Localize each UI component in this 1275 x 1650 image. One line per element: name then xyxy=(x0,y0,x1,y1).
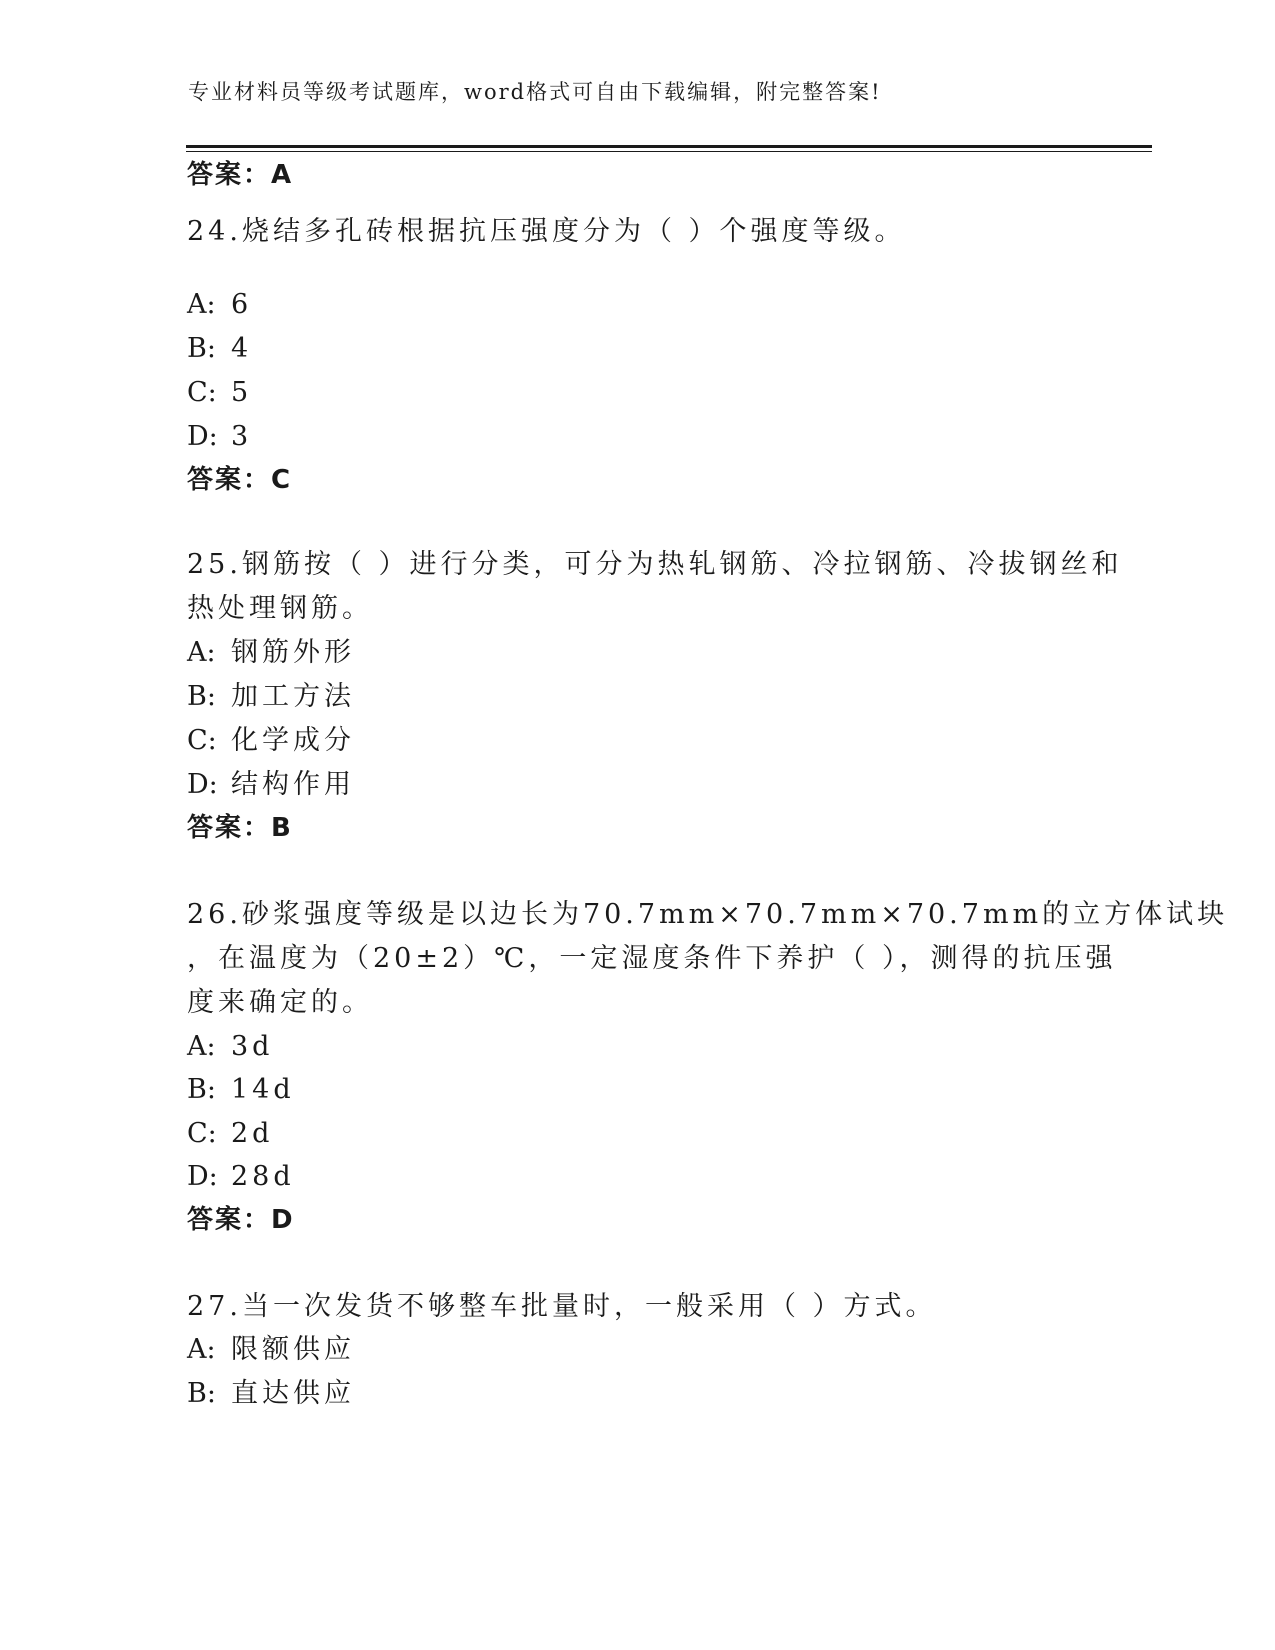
question-24-option-b xyxy=(187,332,252,366)
question-26-answer: 答案：D xyxy=(187,1205,295,1235)
question-25-answer: 答案：B xyxy=(187,813,293,843)
option-letter: A: xyxy=(187,1334,216,1365)
question-26-option-b xyxy=(187,1073,295,1107)
question-26-stem-line-2: ，在温度为（20±2）℃，一定湿度条件下养护（ ），测得的抗压强 xyxy=(187,943,1117,974)
question-25-stem-line-1: 25.钢筋按（ ）进行分类，可分为热轧钢筋、冷拉钢筋、冷拔钢丝和 xyxy=(187,549,1123,580)
option-text: 6 xyxy=(231,289,253,320)
option-letter: B: xyxy=(187,1074,216,1105)
question-26-stem-line-3: 度来确定的。 xyxy=(187,987,373,1018)
question-26-option-a xyxy=(187,1030,273,1064)
header-rule-thin xyxy=(186,151,1152,152)
option-text: 5 xyxy=(231,377,253,408)
question-26-stem-line-1: 26.砂浆强度等级是以边长为70.7mm×70.7mm×70.7mm的立方体试块 xyxy=(187,899,1229,930)
option-text: 限额供应 xyxy=(231,1334,355,1365)
option-text: 直达供应 xyxy=(231,1378,355,1409)
option-letter: D: xyxy=(187,421,218,452)
question-24-option-c xyxy=(187,376,252,410)
option-text: 3 xyxy=(231,421,253,452)
question-25-option-c xyxy=(187,724,355,758)
option-text: 加工方法 xyxy=(231,681,355,712)
option-text: 钢筋外形 xyxy=(231,637,355,668)
question-27-option-a xyxy=(187,1333,355,1367)
question-24-option-d xyxy=(187,420,252,454)
question-25-stem-line-2: 热处理钢筋。 xyxy=(187,593,373,624)
question-24-option-a xyxy=(187,288,252,322)
option-text: 28d xyxy=(231,1161,295,1192)
option-text: 3d xyxy=(231,1031,274,1062)
question-25-option-d xyxy=(187,768,355,802)
question-27-option-b xyxy=(187,1377,355,1411)
header-rule-thick xyxy=(186,145,1152,148)
option-text: 结构作用 xyxy=(231,769,355,800)
option-text: 4 xyxy=(231,333,253,364)
option-letter: C: xyxy=(187,725,217,756)
option-letter: A: xyxy=(187,289,216,320)
option-letter: D: xyxy=(187,1161,218,1192)
prev-answer: 答案：A xyxy=(187,160,294,190)
option-letter: B: xyxy=(187,681,216,712)
question-27-stem-line-1: 27.当一次发货不够整车批量时，一般采用（ ）方式。 xyxy=(187,1291,937,1322)
question-25-option-a xyxy=(187,636,355,670)
option-letter: B: xyxy=(187,1378,216,1409)
option-letter: B: xyxy=(187,333,216,364)
option-letter: A: xyxy=(187,637,216,668)
option-text: 化学成分 xyxy=(231,725,355,756)
option-text: 2d xyxy=(231,1118,274,1149)
option-letter: C: xyxy=(187,1118,217,1149)
option-letter: C: xyxy=(187,377,217,408)
question-24-stem-line-1: 24.烧结多孔砖根据抗压强度分为（ ）个强度等级。 xyxy=(187,216,906,247)
option-letter: D: xyxy=(187,769,218,800)
question-25-option-b xyxy=(187,680,355,714)
question-26-option-d xyxy=(187,1160,295,1194)
question-26-option-c xyxy=(187,1117,273,1151)
option-text: 14d xyxy=(231,1074,295,1105)
question-24-answer: 答案：C xyxy=(187,465,293,495)
page-header-title: 专业材料员等级考试题库，word格式可自由下载编辑，附完整答案! xyxy=(188,80,882,104)
option-letter: A: xyxy=(187,1031,216,1062)
